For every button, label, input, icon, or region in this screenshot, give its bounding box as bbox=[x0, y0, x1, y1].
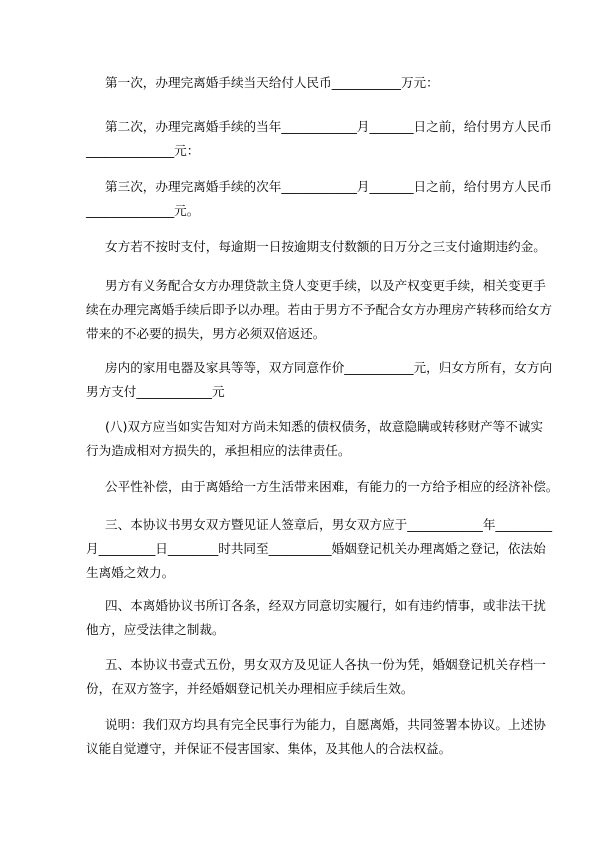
paragraph-line: 男方有义务配合女方办理贷款主贷人变更手续，以及产权变更手续，相关变更手 bbox=[105, 278, 546, 293]
paragraph-line: 第三次，办理完离婚手续的次年____________月_______日之前，给付男方人民币 bbox=[105, 179, 553, 194]
paragraph-line: 五、本协议书壹式五份，男女双方及见证人各执一份为凭，婚姻登记机关存档一 bbox=[105, 657, 546, 672]
paragraph-line: 带来的不必要的损失，男方必须双倍返还。 bbox=[86, 326, 326, 341]
paragraph-late-penalty bbox=[86, 235, 546, 259]
paragraph-line: 说明：我们双方均具有完全民事行为能力，自愿离婚，共同签署本协议。上述协 bbox=[105, 717, 546, 732]
paragraph-line: 房内的家用电器及家具等等，双方同意作价___________元，归女方所有，女方向 bbox=[105, 360, 553, 375]
paragraph-line: 续在办理完离婚手续后即予以办理。若由于男方不予配合女方办理房产转移而给女方 bbox=[86, 302, 552, 317]
paragraph-line: 女方若不按时支付，每逾期一日按逾期支付数额的日万分之三支付逾期违约金。 bbox=[105, 239, 546, 254]
paragraph-payment-first bbox=[86, 71, 526, 95]
paragraph-compensation bbox=[86, 475, 559, 499]
paragraph-line: 男方支付____________元 bbox=[86, 384, 225, 399]
paragraph-clause-three bbox=[86, 513, 553, 585]
paragraph-loan-transfer bbox=[86, 274, 552, 346]
paragraph-line: 第二次，办理完离婚手续的当年____________月_______日之前，给付男方人民币 bbox=[105, 119, 553, 134]
paragraph-line: 议能自觉遵守，并保证不侵害国家、集体，及其他人的合法权益。 bbox=[86, 741, 452, 756]
paragraph-line: ______________元： bbox=[86, 143, 200, 158]
paragraph-line: 三、本协议书男女双方暨见证人签章后，男女双方应于____________年_________ bbox=[105, 517, 553, 532]
paragraph-line: (八)双方应当如实告知对方尚未知悉的债权债务，故意隐瞒或转移财产等不诚实 bbox=[105, 419, 544, 434]
paragraph-line: 公平性补偿，由于离婚给一方生活带来困难，有能力的一方给予相应的经济补偿。 bbox=[105, 479, 559, 494]
paragraph-line: 份，在双方签字，并经婚姻登记机关办理相应手续后生效。 bbox=[86, 681, 414, 696]
paragraph-debts bbox=[86, 415, 544, 463]
paragraph-line: 行为造成相对方损失的，承担相应的法律责任。 bbox=[86, 443, 351, 458]
paragraph-line: 月_________日________时共同至__________婚姻登记机关办理离婚之登记，依法始 bbox=[86, 541, 546, 556]
paragraph-payment-second bbox=[86, 115, 553, 163]
paragraph-clause-five bbox=[86, 653, 546, 701]
paragraph-line: 第一次，办理完离婚手续当天给付人民币___________万元： bbox=[105, 75, 439, 90]
paragraph-line: 四、本离婚协议书所订各条，经双方同意切实履行，如有违约情事，或非法干扰 bbox=[105, 598, 546, 613]
paragraph-line: 生离婚之效力。 bbox=[86, 565, 175, 580]
paragraph-line: 他方，应受法律之制裁。 bbox=[86, 622, 225, 637]
paragraph-furniture bbox=[86, 356, 553, 404]
paragraph-line: ______________元。 bbox=[86, 203, 200, 218]
paragraph-clause-four bbox=[86, 594, 546, 642]
paragraph-payment-third bbox=[86, 175, 553, 223]
paragraph-statement bbox=[86, 713, 546, 761]
